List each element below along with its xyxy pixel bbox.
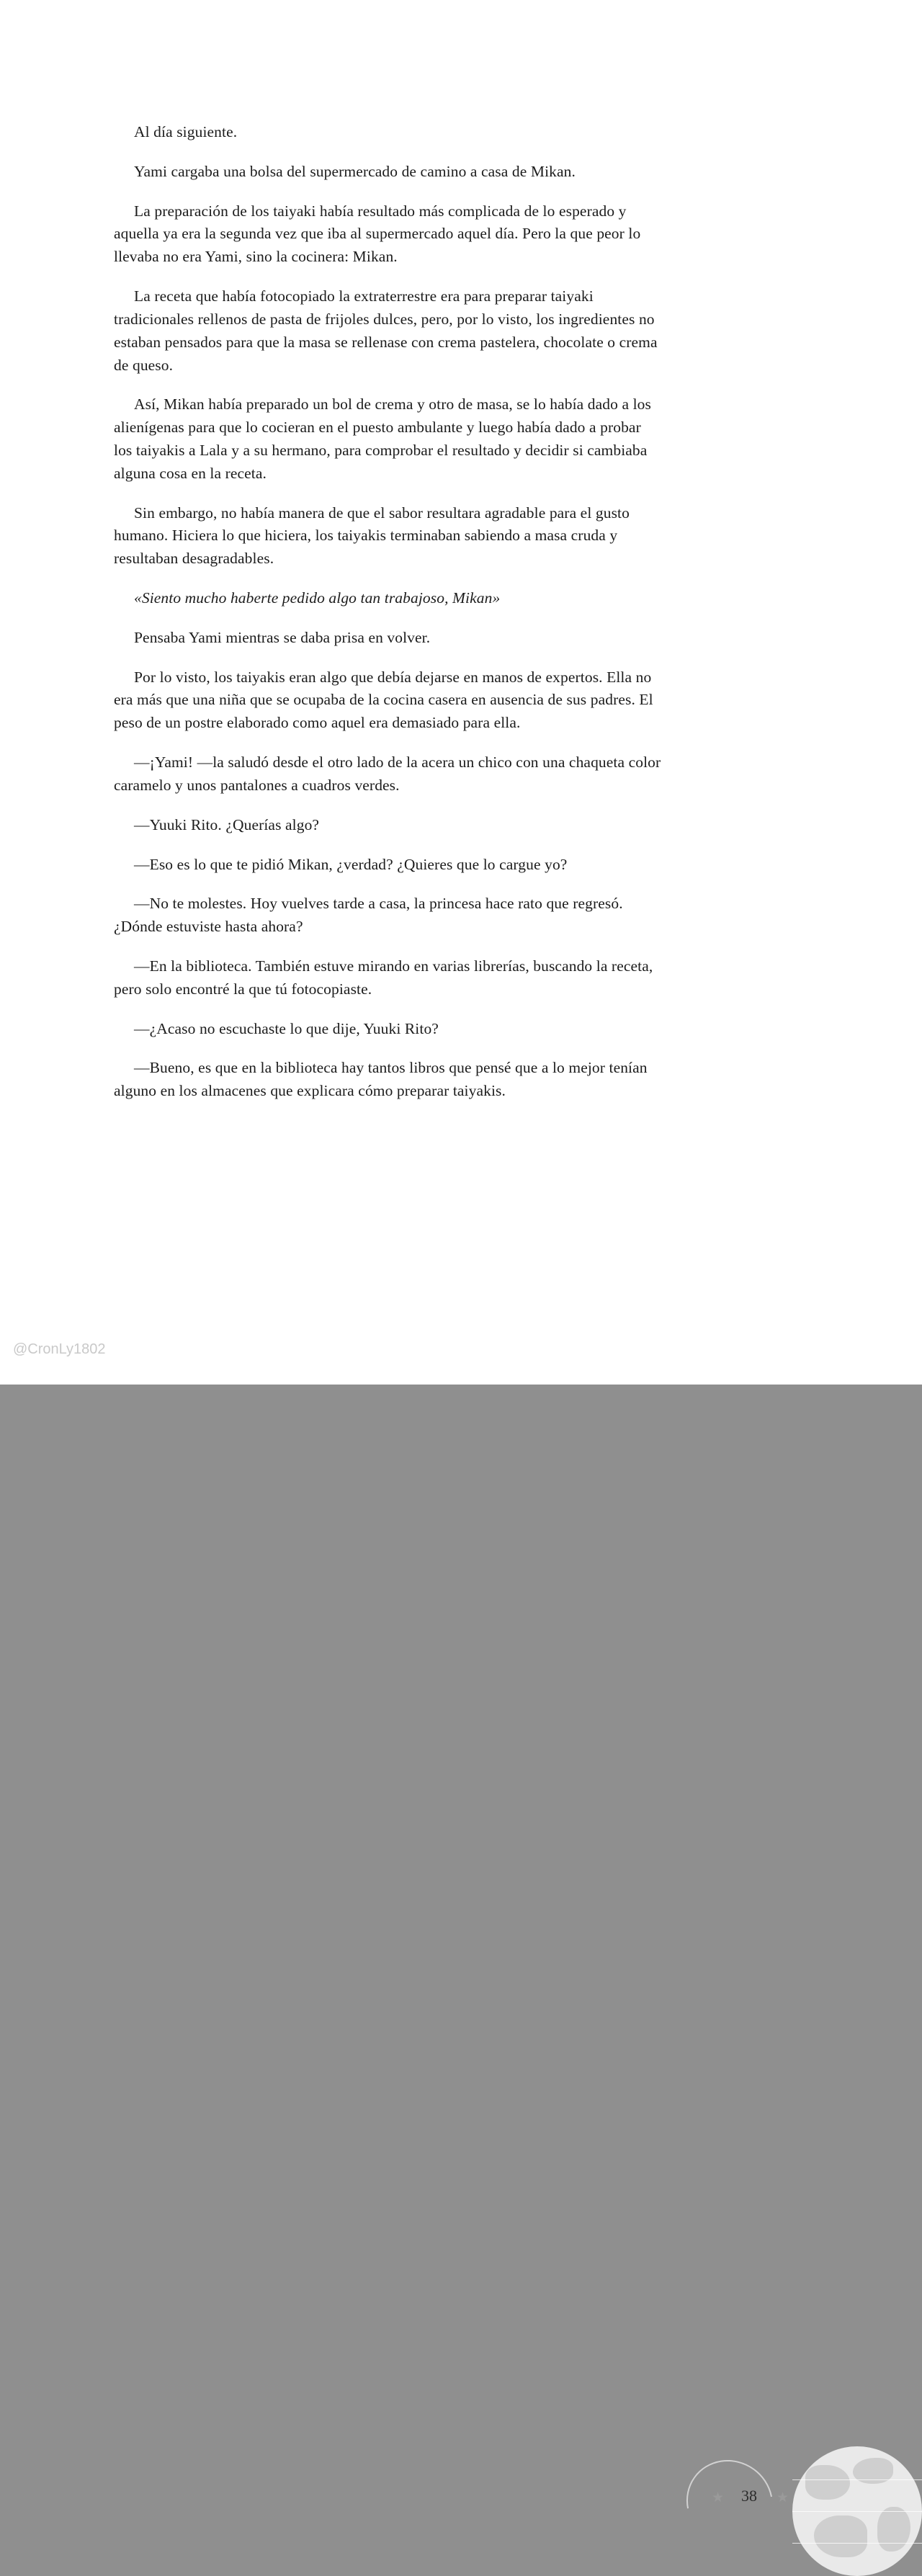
paragraph: La preparación de los taiyaki había resultado más complicada de lo esperado y aquella ya era la segunda vez que iba al supermercado aquel día. Pero la que peor lo llevaba no era Yami, sino la cocinera: Mikan. <box>114 202 641 266</box>
page-body-text <box>114 121 661 1119</box>
paragraph-dialogue: —¡Yami! —la saludó desde el otro lado de la acera un chico con una chaqueta color caramelo y unos pantalones a cuadros verdes. <box>114 753 661 794</box>
paragraph: Pensaba Yami mientras se daba prisa en volver. <box>134 628 431 646</box>
paragraph-dialogue: —No te molestes. Hoy vuelves tarde a casa, la princesa hace rato que regresó. ¿Dónde estuviste hasta ahora? <box>114 895 623 936</box>
globe-icon <box>792 2446 922 2576</box>
paragraph-quote: «Siento mucho haberte pedido algo tan trabajoso, Mikan» <box>134 589 501 607</box>
footer-ornament <box>0 1217 922 2505</box>
paragraph: La receta que había fotocopiado la extraterrestre era para preparar taiyaki tradicionales rellenos de pasta de frijoles dulces, pero, por lo visto, los ingredientes no estaban pensados para que la masa se rellenase con crema pastelera, chocolate o crema de queso. <box>114 287 658 374</box>
paragraph: Así, Mikan había preparado un bol de crema y otro de masa, se lo había dado a los alienígenas para que lo cocieran en el puesto ambulante y luego había dado a probar los taiyakis a Lala y a su hermano, para comprobar el resultado y decidir si cambiaba alguna cosa en la receta. <box>114 395 651 482</box>
paragraph-dialogue: —En la biblioteca. También estuve mirando en varias librerías, buscando la receta, pero solo encontré la que tú fotocopiaste. <box>114 957 653 998</box>
paragraph: Sin embargo, no había manera de que el sabor resultara agradable para el gusto humano. Hiciera lo que hiciera, los taiyakis terminaban sabiendo a masa cruda y resultaban desagradables. <box>114 504 630 568</box>
page-number: 38 <box>741 2487 757 2505</box>
paragraph-dialogue: —Eso es lo que te pidió Mikan, ¿verdad? ¿Quieres que lo cargue yo? <box>134 855 568 873</box>
paragraph: Por lo visto, los taiyakis eran algo que debía dejarse en manos de expertos. Ella no era más que una niña que se ocupaba de la cocina casera en ausencia de sus padres. El peso de un postre elaborado como aquel era demasiado para ella. <box>114 668 653 732</box>
paragraph: Yami cargaba una bolsa del supermercado de camino a casa de Mikan. <box>134 162 576 180</box>
star-icon: ★ <box>712 2490 725 2505</box>
paragraph: Al día siguiente. <box>134 123 238 140</box>
paragraph-dialogue: —¿Acaso no escuchaste lo que dije, Yuuki Rito? <box>134 1019 439 1037</box>
paragraph-dialogue: —Bueno, es que en la biblioteca hay tantos libros que pensé que a lo mejor tenían alguno en los almacenes que explicara cómo preparar taiyakis. <box>114 1059 648 1100</box>
star-icon: ★ <box>776 2490 789 2505</box>
watermark: @CronLy1802 <box>13 1341 106 1357</box>
paragraph-dialogue: —Yuuki Rito. ¿Querías algo? <box>134 815 320 833</box>
